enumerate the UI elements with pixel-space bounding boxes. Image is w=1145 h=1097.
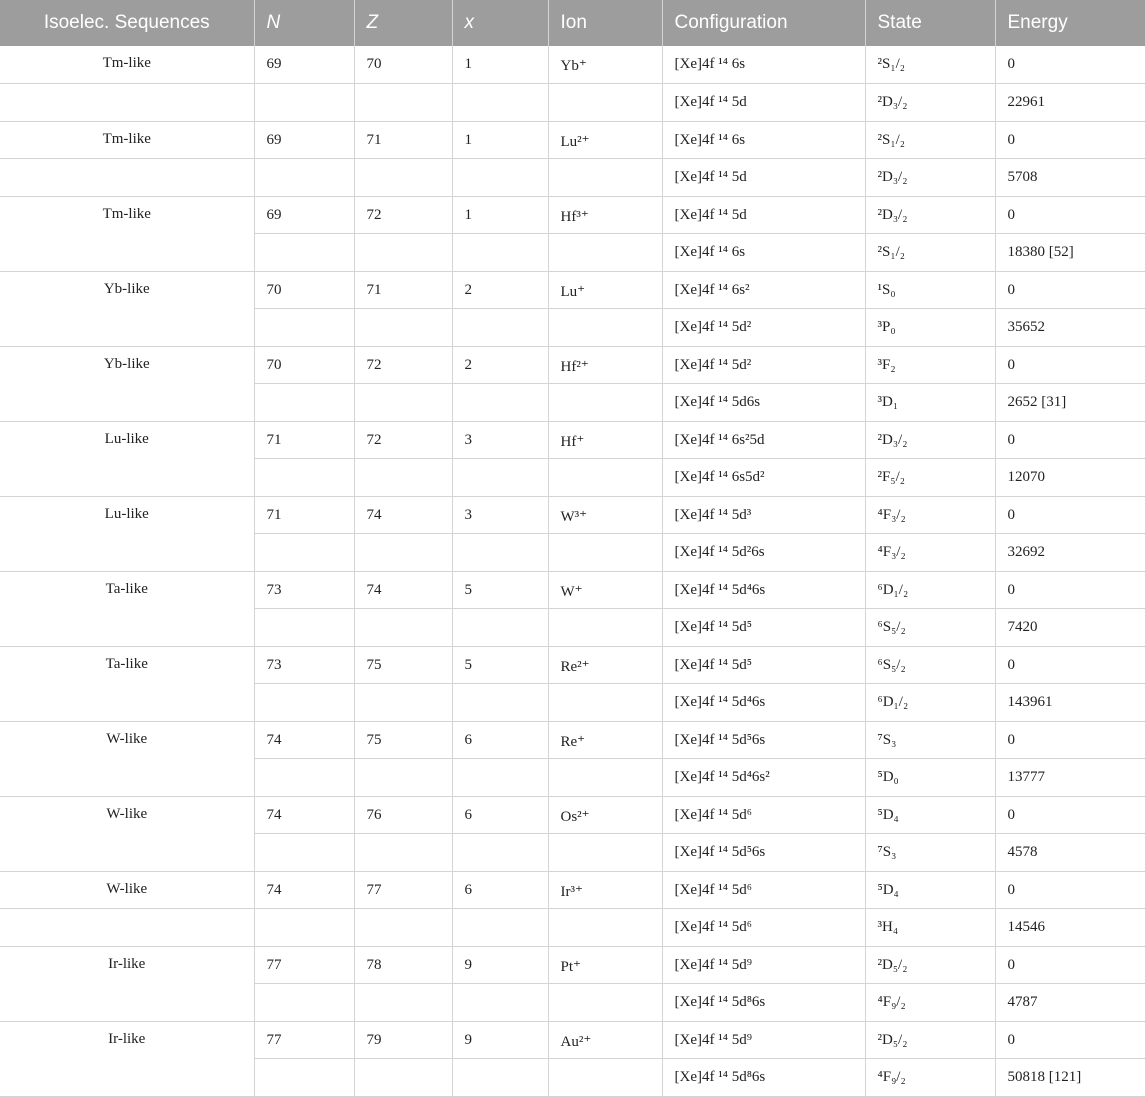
n-cell-empty <box>254 834 354 872</box>
ion-cell: Re⁺ <box>548 721 662 759</box>
header-ion: Ion <box>548 0 662 46</box>
configuration-cell: [Xe]4f ¹⁴ 5d⁶ <box>662 909 865 947</box>
header-row <box>0 0 1145 46</box>
z-cell-empty <box>354 384 452 422</box>
state-cell: ²D₃/₂ <box>865 196 995 234</box>
ion-cell-empty <box>548 534 662 572</box>
table-row <box>0 646 1145 684</box>
energy-cell: 32692 <box>995 534 1145 572</box>
configuration-cell: [Xe]4f ¹⁴ 5d⁹ <box>662 946 865 984</box>
ion-cell: Re²⁺ <box>548 646 662 684</box>
state-cell: ⁵D₀ <box>865 759 995 797</box>
table-row <box>0 46 1145 84</box>
sequence-cell: W-like <box>0 796 254 871</box>
header-x: x <box>452 0 548 46</box>
ion-cell: W⁺ <box>548 571 662 609</box>
sequence-cell: Yb-like <box>0 346 254 421</box>
energy-cell: 22961 <box>995 84 1145 122</box>
ion-cell: Hf³⁺ <box>548 196 662 234</box>
x-cell: 1 <box>452 196 548 234</box>
z-cell-empty <box>354 684 452 722</box>
n-cell: 71 <box>254 496 354 534</box>
n-cell: 74 <box>254 721 354 759</box>
sequence-cell: W-like <box>0 871 254 909</box>
energy-cell: 5708 <box>995 159 1145 197</box>
configuration-cell: [Xe]4f ¹⁴ 5d² <box>662 346 865 384</box>
energy-cell: 50818 [121] <box>995 1059 1145 1097</box>
state-cell: ³F₂ <box>865 346 995 384</box>
x-cell-empty <box>452 984 548 1022</box>
n-cell: 73 <box>254 571 354 609</box>
z-cell: 76 <box>354 796 452 834</box>
n-cell-empty <box>254 234 354 272</box>
configuration-cell: [Xe]4f ¹⁴ 6s²5d <box>662 421 865 459</box>
z-cell-empty <box>354 309 452 347</box>
x-cell: 3 <box>452 496 548 534</box>
state-cell: ²D₃/₂ <box>865 159 995 197</box>
header-state: State <box>865 0 995 46</box>
configuration-cell: [Xe]4f ¹⁴ 5d²6s <box>662 534 865 572</box>
energy-cell: 0 <box>995 796 1145 834</box>
z-cell: 78 <box>354 946 452 984</box>
sequence-cell: Tm-like <box>0 121 254 159</box>
configuration-cell: [Xe]4f ¹⁴ 5d⁸6s <box>662 984 865 1022</box>
z-cell: 70 <box>354 46 452 84</box>
n-cell: 69 <box>254 46 354 84</box>
n-cell-empty <box>254 984 354 1022</box>
state-cell: ²D₅/₂ <box>865 946 995 984</box>
x-cell: 1 <box>452 121 548 159</box>
ion-cell: Au²⁺ <box>548 1021 662 1059</box>
n-cell-empty <box>254 84 354 122</box>
energy-cell: 4787 <box>995 984 1145 1022</box>
n-cell: 71 <box>254 421 354 459</box>
state-cell: ⁴F₃/₂ <box>865 496 995 534</box>
configuration-cell: [Xe]4f ¹⁴ 6s² <box>662 271 865 309</box>
ion-cell: Lu²⁺ <box>548 121 662 159</box>
n-cell-empty <box>254 759 354 797</box>
energy-cell: 0 <box>995 271 1145 309</box>
x-cell: 2 <box>452 346 548 384</box>
x-cell: 5 <box>452 646 548 684</box>
z-cell: 72 <box>354 421 452 459</box>
header-z: Z <box>354 0 452 46</box>
n-cell: 77 <box>254 1021 354 1059</box>
table-row <box>0 196 1145 234</box>
x-cell: 6 <box>452 721 548 759</box>
ion-cell: Os²⁺ <box>548 796 662 834</box>
x-cell-empty <box>452 84 548 122</box>
sequence-cell: Ir-like <box>0 946 254 1021</box>
table-row <box>0 496 1145 534</box>
x-cell-empty <box>452 159 548 197</box>
energy-cell: 0 <box>995 871 1145 909</box>
table-row <box>0 721 1145 759</box>
n-cell: 69 <box>254 121 354 159</box>
ion-cell: W³⁺ <box>548 496 662 534</box>
x-cell-empty <box>452 834 548 872</box>
ion-cell-empty <box>548 84 662 122</box>
table-row <box>0 946 1145 984</box>
ion-cell-empty <box>548 309 662 347</box>
configuration-cell: [Xe]4f ¹⁴ 6s <box>662 121 865 159</box>
x-cell-empty <box>452 459 548 497</box>
x-cell-empty <box>452 234 548 272</box>
state-cell: ²S₁/₂ <box>865 121 995 159</box>
energy-cell: 0 <box>995 121 1145 159</box>
energy-cell: 0 <box>995 196 1145 234</box>
ion-cell-empty <box>548 684 662 722</box>
z-cell-empty <box>354 909 452 947</box>
sequence-cell: Tm-like <box>0 196 254 271</box>
energy-cell: 7420 <box>995 609 1145 647</box>
z-cell-empty <box>354 84 452 122</box>
n-cell-empty <box>254 909 354 947</box>
configuration-cell: [Xe]4f ¹⁴ 5d⁵ <box>662 646 865 684</box>
configuration-cell: [Xe]4f ¹⁴ 5d⁸6s <box>662 1059 865 1097</box>
sequence-cell: Tm-like <box>0 46 254 84</box>
table-row <box>0 1021 1145 1059</box>
n-cell-empty <box>254 459 354 497</box>
energy-cell: 0 <box>995 646 1145 684</box>
x-cell-empty <box>452 309 548 347</box>
state-cell: ⁵D₄ <box>865 796 995 834</box>
state-cell: ²S₁/₂ <box>865 46 995 84</box>
n-cell: 69 <box>254 196 354 234</box>
table-row <box>0 84 1145 122</box>
ion-cell-empty <box>548 984 662 1022</box>
configuration-cell: [Xe]4f ¹⁴ 5d⁹ <box>662 1021 865 1059</box>
header-isoelec-sequences: Isoelec. Sequences <box>0 0 254 46</box>
table-row <box>0 909 1145 947</box>
energy-cell: 2652 [31] <box>995 384 1145 422</box>
configuration-cell: [Xe]4f ¹⁴ 5d <box>662 159 865 197</box>
z-cell: 75 <box>354 646 452 684</box>
z-cell-empty <box>354 609 452 647</box>
configuration-cell: [Xe]4f ¹⁴ 5d⁶ <box>662 796 865 834</box>
ion-cell-empty <box>548 834 662 872</box>
state-cell: ²D₅/₂ <box>865 1021 995 1059</box>
ion-cell-empty <box>548 759 662 797</box>
state-cell: ³D₁ <box>865 384 995 422</box>
sequence-cell-empty <box>0 909 254 947</box>
configuration-cell: [Xe]4f ¹⁴ 5d⁶ <box>662 871 865 909</box>
table-row <box>0 159 1145 197</box>
configuration-cell: [Xe]4f ¹⁴ 5d <box>662 196 865 234</box>
configuration-cell: [Xe]4f ¹⁴ 5d⁴6s <box>662 684 865 722</box>
z-cell: 75 <box>354 721 452 759</box>
ion-cell: Pt⁺ <box>548 946 662 984</box>
configuration-cell: [Xe]4f ¹⁴ 5d³ <box>662 496 865 534</box>
z-cell: 72 <box>354 196 452 234</box>
ion-cell-empty <box>548 609 662 647</box>
configuration-cell: [Xe]4f ¹⁴ 5d⁴6s <box>662 571 865 609</box>
state-cell: ²S₁/₂ <box>865 234 995 272</box>
configuration-cell: [Xe]4f ¹⁴ 6s <box>662 46 865 84</box>
z-cell-empty <box>354 1059 452 1097</box>
table-row <box>0 421 1145 459</box>
n-cell-empty <box>254 159 354 197</box>
x-cell: 6 <box>452 871 548 909</box>
energy-cell: 0 <box>995 46 1145 84</box>
ion-cell-empty <box>548 159 662 197</box>
header-n: N <box>254 0 354 46</box>
table-body <box>0 46 1145 1096</box>
z-cell: 74 <box>354 571 452 609</box>
state-cell: ⁴F₉/₂ <box>865 984 995 1022</box>
z-cell-empty <box>354 234 452 272</box>
energy-cell: 0 <box>995 346 1145 384</box>
n-cell: 70 <box>254 346 354 384</box>
z-cell: 79 <box>354 1021 452 1059</box>
ion-cell-empty <box>548 459 662 497</box>
z-cell: 74 <box>354 496 452 534</box>
ion-cell: Hf²⁺ <box>548 346 662 384</box>
x-cell-empty <box>452 609 548 647</box>
state-cell: ⁶D₁/₂ <box>865 684 995 722</box>
z-cell-empty <box>354 534 452 572</box>
z-cell: 72 <box>354 346 452 384</box>
state-cell: ²D₃/₂ <box>865 421 995 459</box>
table-row <box>0 346 1145 384</box>
state-cell: ⁷S₃ <box>865 834 995 872</box>
z-cell-empty <box>354 459 452 497</box>
energy-cell: 13777 <box>995 759 1145 797</box>
energy-cell: 0 <box>995 1021 1145 1059</box>
energy-cell: 14546 <box>995 909 1145 947</box>
ion-cell: Hf⁺ <box>548 421 662 459</box>
sequence-cell: W-like <box>0 721 254 796</box>
sequence-cell: Lu-like <box>0 496 254 571</box>
n-cell: 74 <box>254 796 354 834</box>
n-cell: 77 <box>254 946 354 984</box>
state-cell: ³H₄ <box>865 909 995 947</box>
z-cell-empty <box>354 984 452 1022</box>
table-row <box>0 571 1145 609</box>
configuration-cell: [Xe]4f ¹⁴ 6s <box>662 234 865 272</box>
n-cell: 73 <box>254 646 354 684</box>
sequence-cell-empty <box>0 159 254 197</box>
energy-cell: 0 <box>995 571 1145 609</box>
z-cell-empty <box>354 759 452 797</box>
configuration-cell: [Xe]4f ¹⁴ 5d⁵6s <box>662 721 865 759</box>
sequence-cell: Ir-like <box>0 1021 254 1096</box>
header-configuration: Configuration <box>662 0 865 46</box>
energy-cell: 18380 [52] <box>995 234 1145 272</box>
x-cell-empty <box>452 909 548 947</box>
configuration-cell: [Xe]4f ¹⁴ 5d <box>662 84 865 122</box>
state-cell: ⁶S₅/₂ <box>865 646 995 684</box>
ion-cell-empty <box>548 234 662 272</box>
sequence-cell: Yb-like <box>0 271 254 346</box>
energy-cell: 4578 <box>995 834 1145 872</box>
z-cell: 71 <box>354 121 452 159</box>
configuration-cell: [Xe]4f ¹⁴ 5d⁴6s² <box>662 759 865 797</box>
configuration-cell: [Xe]4f ¹⁴ 5d⁵ <box>662 609 865 647</box>
ion-cell-empty <box>548 384 662 422</box>
energy-cell: 35652 <box>995 309 1145 347</box>
table-row <box>0 121 1145 159</box>
n-cell: 70 <box>254 271 354 309</box>
n-cell-empty <box>254 1059 354 1097</box>
state-cell: ²D₃/₂ <box>865 84 995 122</box>
ion-cell: Ir³⁺ <box>548 871 662 909</box>
energy-cell: 0 <box>995 421 1145 459</box>
sequence-cell: Lu-like <box>0 421 254 496</box>
x-cell: 9 <box>452 946 548 984</box>
state-cell: ⁴F₉/₂ <box>865 1059 995 1097</box>
x-cell: 2 <box>452 271 548 309</box>
x-cell: 6 <box>452 796 548 834</box>
state-cell: ³P₀ <box>865 309 995 347</box>
state-cell: ²F₅/₂ <box>865 459 995 497</box>
state-cell: ⁶D₁/₂ <box>865 571 995 609</box>
z-cell: 71 <box>354 271 452 309</box>
n-cell-empty <box>254 309 354 347</box>
state-cell: ⁵D₄ <box>865 871 995 909</box>
energy-cell: 12070 <box>995 459 1145 497</box>
n-cell-empty <box>254 384 354 422</box>
table-row <box>0 271 1145 309</box>
configuration-cell: [Xe]4f ¹⁴ 5d⁵6s <box>662 834 865 872</box>
energy-cell: 0 <box>995 721 1145 759</box>
x-cell-empty <box>452 1059 548 1097</box>
ion-cell: Yb⁺ <box>548 46 662 84</box>
sequence-cell: Ta-like <box>0 646 254 721</box>
n-cell: 74 <box>254 871 354 909</box>
header-energy: Energy <box>995 0 1145 46</box>
energy-cell: 143961 <box>995 684 1145 722</box>
x-cell: 9 <box>452 1021 548 1059</box>
energy-cell: 0 <box>995 496 1145 534</box>
ion-cell: Lu⁺ <box>548 271 662 309</box>
table-row <box>0 796 1145 834</box>
z-cell: 77 <box>354 871 452 909</box>
sequence-cell-empty <box>0 84 254 122</box>
sequence-cell: Ta-like <box>0 571 254 646</box>
ion-cell-empty <box>548 1059 662 1097</box>
x-cell-empty <box>452 759 548 797</box>
z-cell-empty <box>354 834 452 872</box>
configuration-cell: [Xe]4f ¹⁴ 5d² <box>662 309 865 347</box>
x-cell: 5 <box>452 571 548 609</box>
x-cell-empty <box>452 534 548 572</box>
configuration-cell: [Xe]4f ¹⁴ 5d6s <box>662 384 865 422</box>
state-cell: ⁶S₅/₂ <box>865 609 995 647</box>
n-cell-empty <box>254 534 354 572</box>
z-cell-empty <box>354 159 452 197</box>
x-cell: 1 <box>452 46 548 84</box>
configuration-cell: [Xe]4f ¹⁴ 6s5d² <box>662 459 865 497</box>
table-row <box>0 871 1145 909</box>
state-cell: ¹S₀ <box>865 271 995 309</box>
x-cell-empty <box>452 384 548 422</box>
state-cell: ⁴F₃/₂ <box>865 534 995 572</box>
x-cell-empty <box>452 684 548 722</box>
energy-cell: 0 <box>995 946 1145 984</box>
x-cell: 3 <box>452 421 548 459</box>
n-cell-empty <box>254 684 354 722</box>
ion-cell-empty <box>548 909 662 947</box>
state-cell: ⁷S₃ <box>865 721 995 759</box>
n-cell-empty <box>254 609 354 647</box>
